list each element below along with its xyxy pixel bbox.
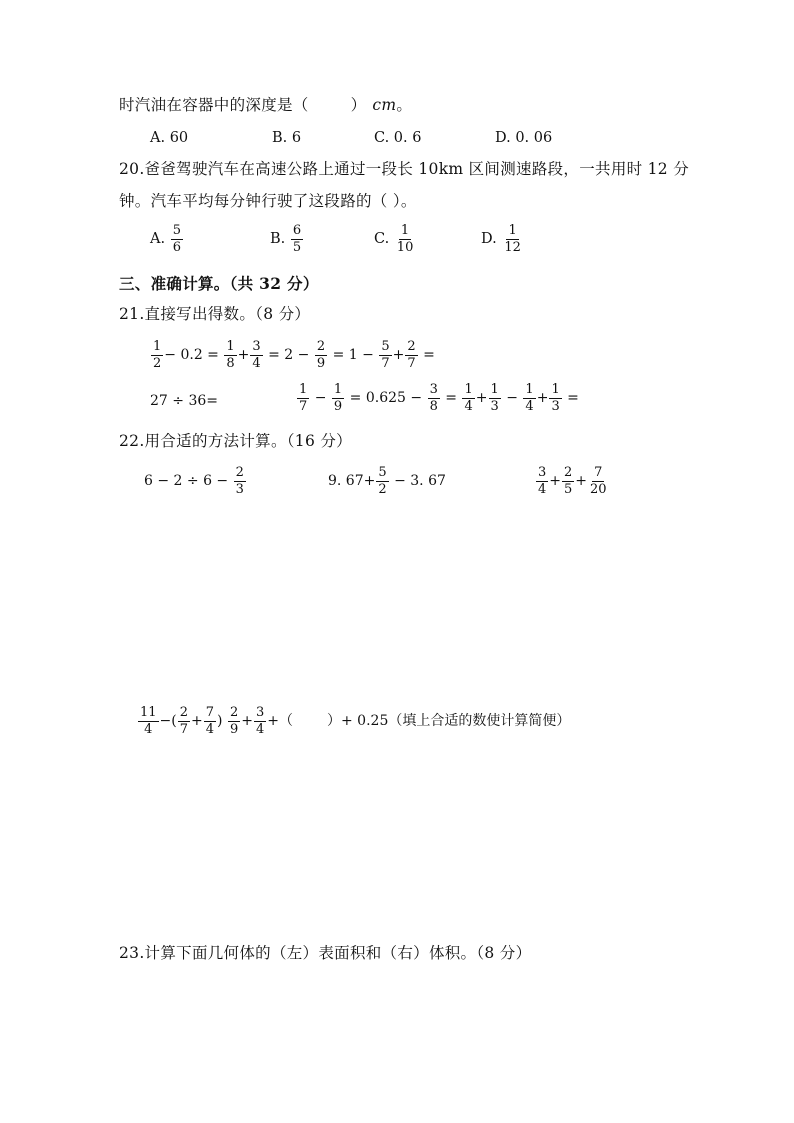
numerator: 1	[333, 382, 343, 397]
operator: −(	[159, 713, 177, 730]
fraction	[178, 706, 190, 736]
fraction	[536, 466, 548, 496]
numerator: 5	[172, 223, 181, 238]
fraction	[332, 383, 344, 413]
expr-text: = 1 −	[332, 347, 374, 364]
q22-problem-3	[535, 466, 610, 496]
denominator: 9	[229, 721, 239, 737]
denominator: 4	[464, 398, 473, 414]
numerator: 2	[235, 465, 244, 480]
denominator: 5	[292, 239, 302, 255]
numerator: 7	[594, 465, 603, 480]
denominator: 7	[381, 355, 390, 371]
fraction	[376, 466, 388, 496]
expr-text: =	[423, 347, 435, 364]
fraction	[462, 383, 474, 413]
expr-text: = 0.625 −	[349, 390, 423, 407]
denominator: 10	[396, 239, 414, 255]
q22-problem-4	[137, 706, 570, 736]
denominator: 4	[255, 721, 265, 737]
numerator: 6	[292, 223, 302, 238]
operator: −	[314, 390, 327, 407]
q20-option-c-fraction	[395, 224, 416, 254]
denominator: 9	[333, 398, 343, 414]
denominator: 8	[429, 398, 438, 414]
fraction	[297, 383, 309, 413]
expr-text: − 0.2 =	[164, 347, 219, 364]
numerator: 3	[538, 465, 547, 480]
denominator: 20	[590, 481, 607, 497]
operator: +	[575, 473, 588, 490]
fraction	[204, 706, 216, 736]
fraction	[151, 340, 163, 370]
expr-text: =	[567, 390, 579, 407]
fraction	[588, 466, 609, 496]
numerator: 11	[140, 705, 157, 720]
q20-option-b	[270, 224, 304, 254]
fraction	[379, 340, 391, 370]
q21-title: 21.直接写出得数。（8 分）	[119, 305, 311, 323]
q19-option-a: A. 60	[150, 130, 189, 146]
numerator: 5	[378, 465, 387, 480]
numerator: 1	[226, 339, 235, 354]
denominator: 6	[172, 239, 181, 255]
numerator: 3	[429, 382, 438, 397]
q20-line2: 钟。汽车平均每分钟行驶了这段路的（ ）。	[119, 192, 417, 210]
numerator: 1	[490, 382, 499, 397]
q20-option-d-fraction	[502, 224, 523, 254]
denominator: 4	[205, 721, 215, 737]
numerator: 1	[299, 382, 308, 397]
operator: −	[506, 390, 518, 407]
operator: +	[191, 713, 203, 730]
denominator: 7	[179, 721, 189, 737]
numerator: 3	[255, 705, 265, 720]
denominator: 3	[490, 398, 499, 414]
q20-option-c-label: C.	[374, 231, 390, 248]
numerator: 2	[229, 705, 239, 720]
operator: +	[392, 347, 405, 364]
denominator: 7	[299, 398, 308, 414]
q19-option-b: B. 6	[272, 130, 302, 146]
operator: +	[237, 347, 250, 364]
operator: +	[241, 713, 253, 730]
numerator: 1	[525, 382, 534, 397]
q19-text: 时汽油在容器中的深度是（	[119, 96, 309, 114]
numerator: 1	[508, 223, 517, 238]
numerator: 2	[407, 339, 416, 354]
operator: +（	[267, 713, 293, 730]
numerator: 7	[205, 705, 215, 720]
numerator: 1	[153, 339, 162, 354]
q20-option-b-label: B.	[270, 231, 286, 248]
q20-option-c	[374, 224, 416, 254]
numerator: 2	[179, 705, 189, 720]
fraction	[562, 466, 574, 496]
q22-problem-2	[328, 466, 446, 496]
denominator: 3	[235, 481, 244, 497]
numerator: 1	[551, 382, 560, 397]
denominator: 4	[538, 481, 547, 497]
numerator: 1	[464, 382, 473, 397]
fraction	[250, 340, 262, 370]
q21-row-2-left: 27 ÷ 36=	[150, 393, 218, 409]
expr-text: 6 − 2 ÷ 6 −	[144, 473, 229, 490]
fraction	[405, 340, 417, 370]
denominator: 2	[153, 355, 162, 371]
q19-option-d: D. 0. 06	[495, 130, 553, 146]
q20-line1: 20.爸爸驾驶汽车在高速公路上通过一段长 10km 区间测速路段，一共用时 12 分	[119, 160, 689, 178]
numerator: 5	[381, 339, 390, 354]
q22-title: 22.用合适的方法计算。（16 分）	[119, 432, 352, 450]
fraction	[549, 383, 561, 413]
q22-problem-1	[144, 466, 247, 496]
denominator: 9	[316, 355, 326, 371]
expr-text: − 3. 67	[394, 473, 446, 490]
fraction	[428, 383, 440, 413]
q19-text-tail	[119, 98, 412, 114]
q19-end: 。	[396, 96, 413, 114]
fraction	[523, 383, 535, 413]
operator: )	[217, 713, 223, 730]
fraction	[489, 383, 501, 413]
numerator: 3	[252, 339, 261, 354]
numerator: 2	[316, 339, 326, 354]
q21-row-1	[150, 340, 435, 370]
denominator: 4	[525, 398, 534, 414]
fraction	[138, 706, 159, 736]
operator: +	[536, 390, 549, 407]
expr-text: 9. 67+	[328, 473, 376, 490]
expr-text: ）+ 0.25（填上合适的数使计算简便）	[327, 713, 571, 730]
q20-option-a	[150, 224, 184, 254]
denominator: 4	[144, 721, 153, 737]
q20-option-d	[481, 224, 524, 254]
denominator: 8	[226, 355, 235, 371]
q23-title: 23.计算下面几何体的（左）表面积和（右）体积。（8 分）	[119, 944, 532, 962]
fraction	[228, 706, 240, 736]
denominator: 5	[564, 481, 573, 497]
q19-unit: cm	[372, 96, 397, 114]
q20-option-a-label: A.	[150, 231, 166, 248]
q20-option-d-label: D.	[481, 231, 497, 248]
denominator: 12	[504, 239, 521, 255]
q21-row-2-right	[296, 383, 579, 413]
fraction	[254, 706, 266, 736]
q19-option-c: C. 0. 6	[374, 130, 422, 146]
denominator: 4	[252, 355, 261, 371]
q20-option-b-fraction	[291, 224, 303, 254]
denominator: 3	[551, 398, 560, 414]
denominator: 2	[378, 481, 387, 497]
q20-option-a-fraction	[171, 224, 183, 254]
fraction	[315, 340, 327, 370]
section-3-heading: 三、准确计算。（共 32 分）	[119, 274, 319, 293]
fraction	[224, 340, 236, 370]
operator: +	[475, 390, 488, 407]
expr-text: = 2 −	[268, 347, 310, 364]
numerator: 1	[400, 223, 410, 238]
denominator: 7	[407, 355, 416, 371]
numerator: 2	[564, 465, 573, 480]
fraction	[234, 466, 246, 496]
q19-blank-close: ）	[350, 96, 367, 114]
operator: +	[549, 473, 562, 490]
expr-text: =	[445, 390, 458, 407]
